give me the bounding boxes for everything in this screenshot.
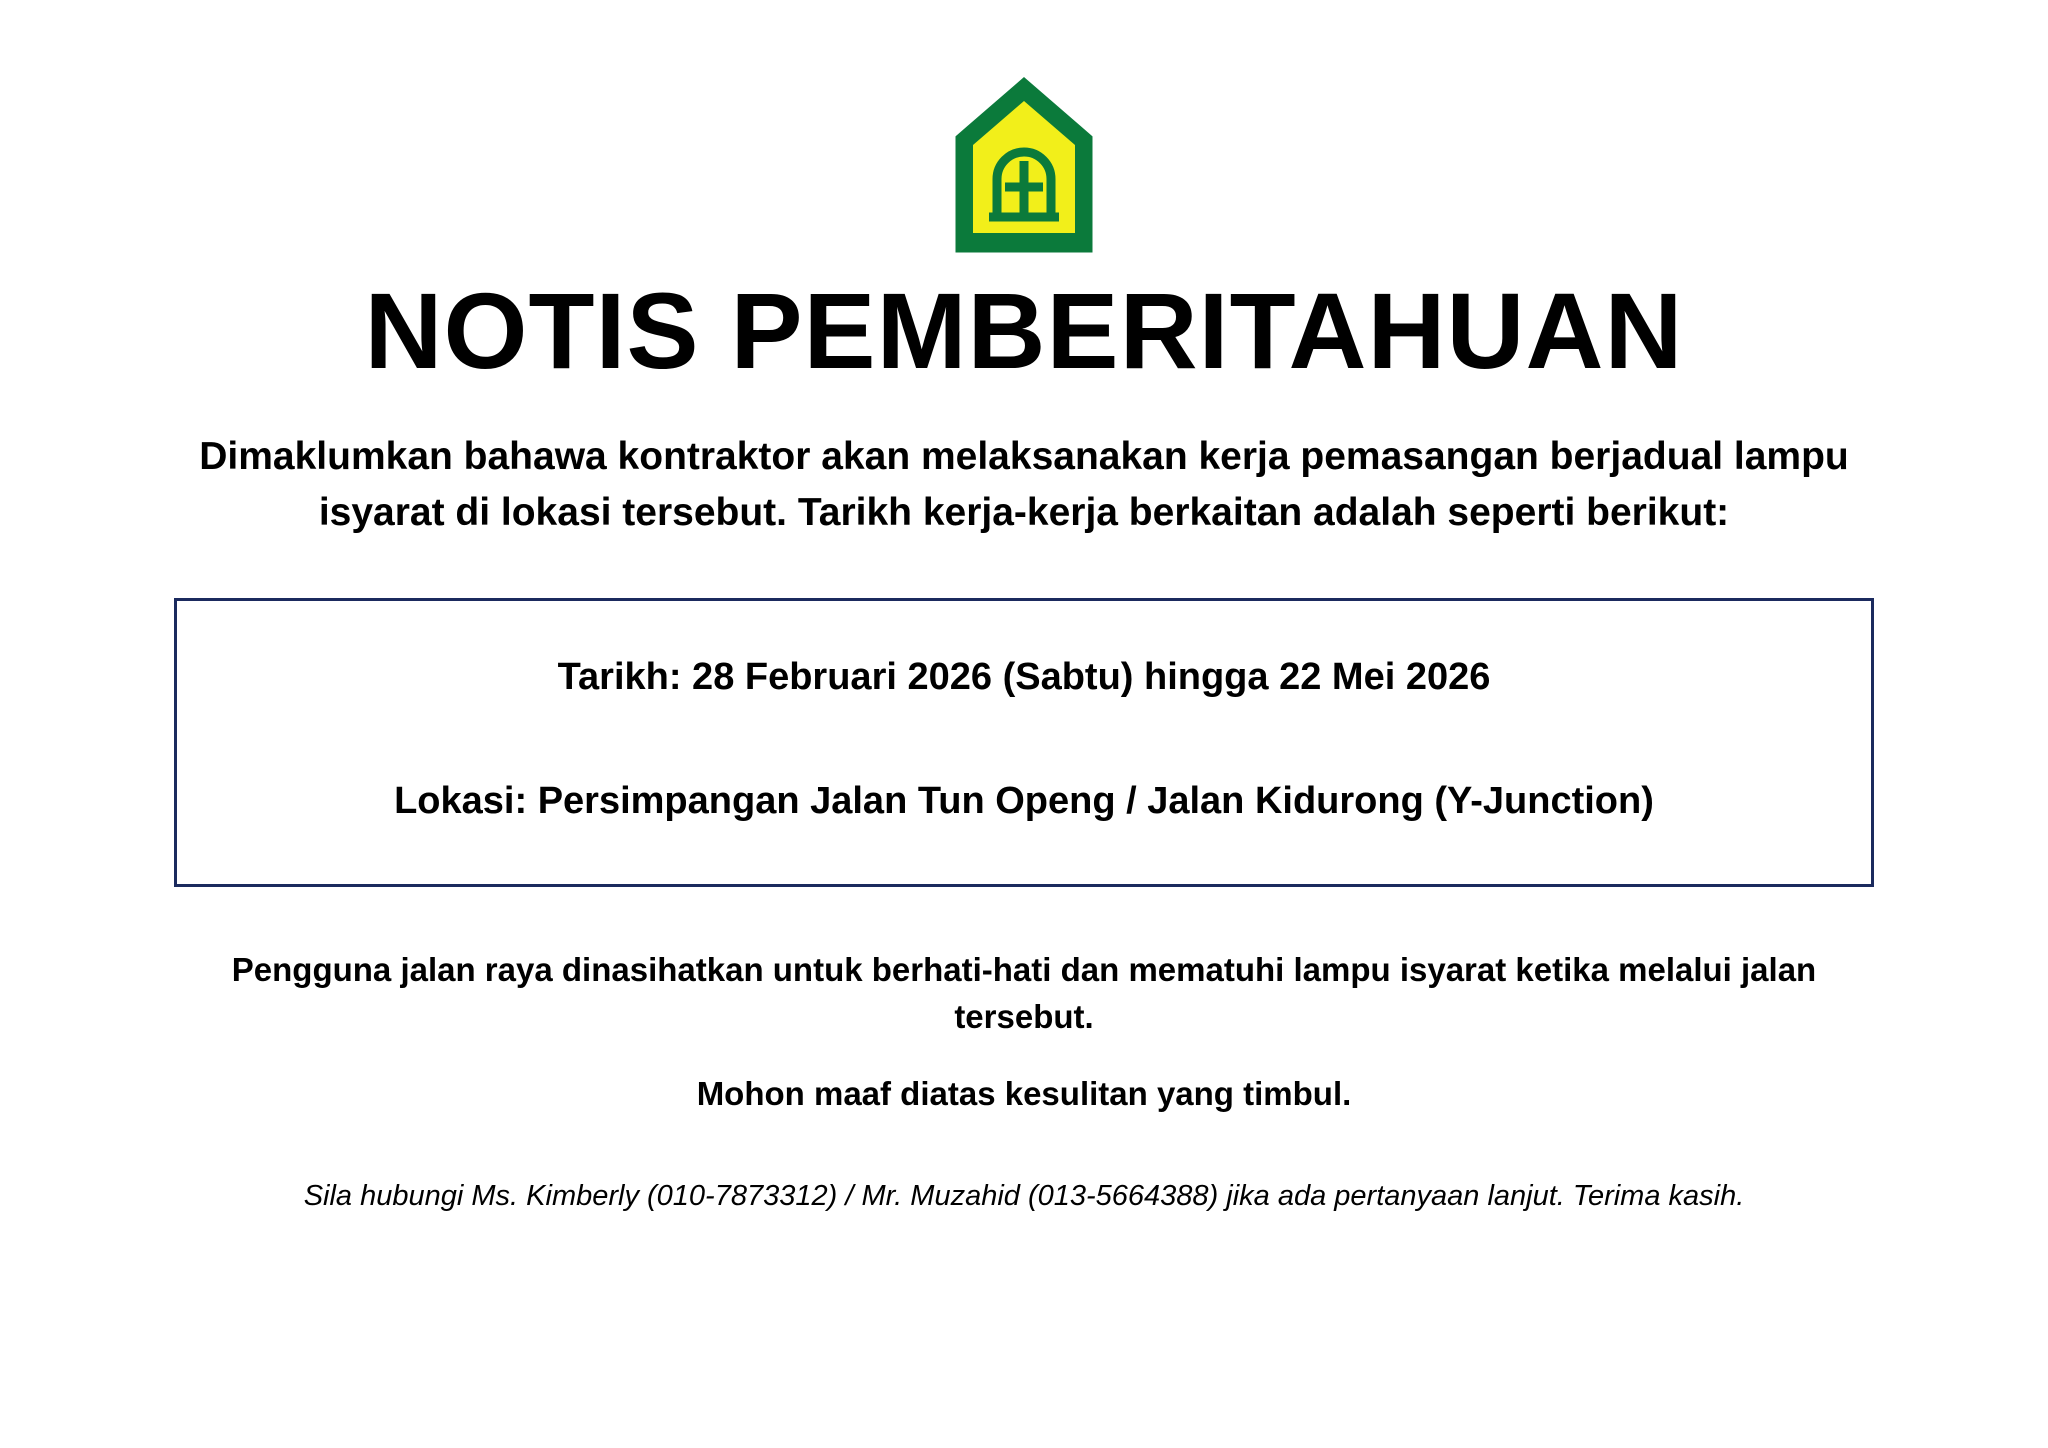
- contact-footer: Sila hubungi Ms. Kimberly (010-7873312) / Mr. Muzahid (013-5664388) jika ada pertanyaan lanjut. Terima kasih.: [303, 1179, 1745, 1212]
- page-title: NOTIS PEMBERITAHUAN: [364, 270, 1684, 391]
- details-box: [174, 598, 1874, 887]
- council-crest-logo: [944, 70, 1104, 260]
- detail-location: Lokasi: Persimpangan Jalan Tun Openg / Jalan Kidurong (Y-Junction): [394, 779, 1654, 822]
- apology-text: Mohon maaf diatas kesulitan yang timbul.: [696, 1074, 1352, 1112]
- intro-paragraph: Dimaklumkan bahawa kontraktor akan melaksanakan kerja pemasangan berjadual lampu isyarat di lokasi tersebut. Tarikh kerja-kerja berkaitan adalah seperti berikut:: [199, 435, 1849, 534]
- detail-date: Tarikh: 28 Februari 2026 (Sabtu) hingga 22 Mei 2026: [557, 656, 1491, 699]
- advisory-text: Pengguna jalan raya dinasihatkan untuk berhati-hati dan mematuhi lampu isyarat ketika melalui jalan tersebut.: [231, 950, 1817, 1035]
